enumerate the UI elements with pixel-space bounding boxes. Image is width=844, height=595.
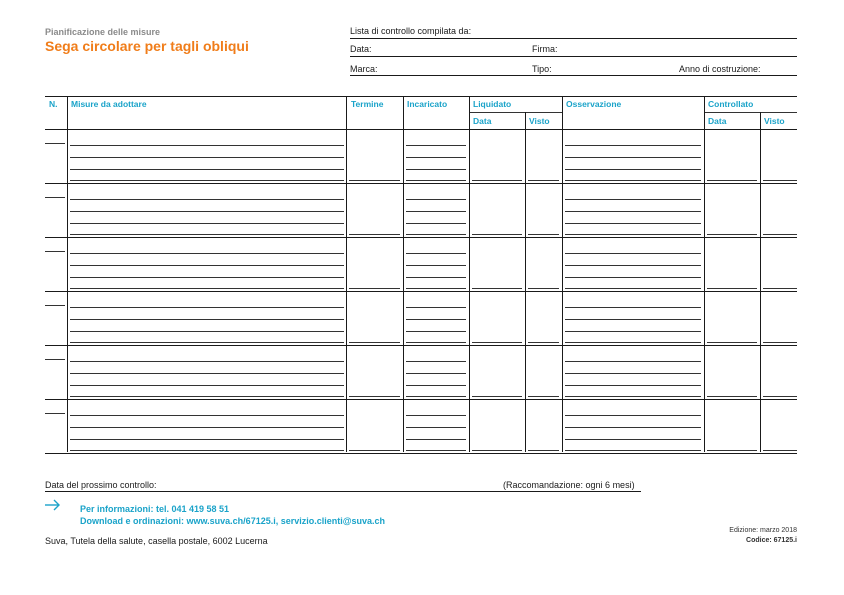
recommendation-note: (Raccomandazione: ogni 6 mesi)	[503, 480, 635, 490]
cell-bottom-line[interactable]	[565, 396, 701, 397]
cell-bottom-line[interactable]	[528, 234, 559, 235]
col-header-deadline: Termine	[351, 99, 384, 109]
col-header-checked: Controllato	[708, 99, 754, 109]
cell-bottom-line[interactable]	[528, 342, 559, 343]
measure-line[interactable]	[70, 199, 344, 200]
observation-line[interactable]	[565, 211, 701, 212]
col-header-measures: Misure da adottare	[71, 99, 147, 109]
cell-bottom-line[interactable]	[70, 396, 344, 397]
cell-bottom-line[interactable]	[565, 288, 701, 289]
assigned-line[interactable]	[406, 277, 466, 278]
col-header-settled-date: Data	[473, 116, 492, 126]
cell-bottom-line[interactable]	[707, 288, 757, 289]
assigned-line[interactable]	[406, 199, 466, 200]
observation-line[interactable]	[565, 223, 701, 224]
cell-bottom-line[interactable]	[406, 288, 466, 289]
assigned-line[interactable]	[406, 211, 466, 212]
cell-bottom-line[interactable]	[528, 396, 559, 397]
cell-bottom-line[interactable]	[472, 234, 522, 235]
cell-bottom-line[interactable]	[349, 450, 400, 451]
observation-line[interactable]	[565, 373, 701, 374]
measure-line[interactable]	[70, 361, 344, 362]
signature-label: Firma:	[532, 44, 558, 54]
cell-bottom-line[interactable]	[763, 342, 797, 343]
cell-bottom-line[interactable]	[707, 450, 757, 451]
cell-bottom-line[interactable]	[349, 288, 400, 289]
assigned-line[interactable]	[406, 253, 466, 254]
cell-bottom-line[interactable]	[763, 450, 797, 451]
observation-line[interactable]	[565, 319, 701, 320]
cell-bottom-line[interactable]	[349, 342, 400, 343]
col-header-settled: Liquidato	[473, 99, 512, 109]
measure-line[interactable]	[70, 253, 344, 254]
col-header-settled-visto: Visto	[529, 116, 550, 126]
row-number-field[interactable]	[45, 143, 65, 144]
row-number-field[interactable]	[45, 251, 65, 252]
table-row	[45, 291, 797, 292]
cell-bottom-line[interactable]	[406, 180, 466, 181]
assigned-line[interactable]	[406, 319, 466, 320]
cell-bottom-line[interactable]	[565, 450, 701, 451]
measure-line[interactable]	[70, 427, 344, 428]
table-row	[45, 183, 797, 184]
settled-subheader-line	[469, 112, 562, 113]
info-download-link[interactable]: Download e ordinazioni: www.suva.ch/67125.i, servizio.clienti@suva.ch	[80, 516, 386, 526]
cell-bottom-line[interactable]	[406, 450, 466, 451]
assigned-line[interactable]	[406, 361, 466, 362]
measure-line[interactable]	[70, 277, 344, 278]
cell-bottom-line[interactable]	[565, 180, 701, 181]
date-label: Data:	[350, 44, 372, 54]
measure-line[interactable]	[70, 265, 344, 266]
measure-line[interactable]	[70, 373, 344, 374]
type-label: Tipo:	[532, 64, 552, 74]
cell-bottom-line[interactable]	[472, 288, 522, 289]
column-separator	[760, 112, 761, 452]
cell-bottom-line[interactable]	[565, 234, 701, 235]
cell-bottom-line[interactable]	[472, 450, 522, 451]
observation-line[interactable]	[565, 439, 701, 440]
assigned-line[interactable]	[406, 415, 466, 416]
cell-bottom-line[interactable]	[763, 396, 797, 397]
year-label: Anno di costruzione:	[679, 64, 761, 74]
assigned-line[interactable]	[406, 373, 466, 374]
measure-line[interactable]	[70, 307, 344, 308]
col-header-n: N.	[49, 99, 58, 109]
cell-bottom-line[interactable]	[70, 234, 344, 235]
observation-line[interactable]	[565, 145, 701, 146]
cell-bottom-line[interactable]	[70, 180, 344, 181]
cell-bottom-line[interactable]	[70, 450, 344, 451]
observation-line[interactable]	[565, 265, 701, 266]
measure-line[interactable]	[70, 439, 344, 440]
measure-line[interactable]	[70, 211, 344, 212]
cell-bottom-line[interactable]	[565, 342, 701, 343]
assigned-line[interactable]	[406, 145, 466, 146]
table-row	[45, 345, 797, 346]
row-number-field[interactable]	[45, 413, 65, 414]
table-row	[45, 399, 797, 400]
cell-bottom-line[interactable]	[707, 180, 757, 181]
cell-bottom-line[interactable]	[472, 396, 522, 397]
measure-line[interactable]	[70, 157, 344, 158]
col-header-observation: Osservazione	[566, 99, 622, 109]
observation-line[interactable]	[565, 361, 701, 362]
cell-bottom-line[interactable]	[707, 342, 757, 343]
table-row	[45, 237, 797, 238]
observation-line[interactable]	[565, 157, 701, 158]
cell-bottom-line[interactable]	[528, 180, 559, 181]
observation-line[interactable]	[565, 415, 701, 416]
cell-bottom-line[interactable]	[70, 342, 344, 343]
observation-line[interactable]	[565, 253, 701, 254]
cell-bottom-line[interactable]	[70, 288, 344, 289]
document-supertitle: Pianificazione delle misure	[45, 27, 161, 37]
table-header-bottom	[45, 129, 797, 130]
code-text: Codice: 67125.i	[746, 537, 797, 544]
measure-line[interactable]	[70, 319, 344, 320]
assigned-line[interactable]	[406, 385, 466, 386]
measure-line[interactable]	[70, 169, 344, 170]
row-number-field[interactable]	[45, 359, 65, 360]
measure-line[interactable]	[70, 223, 344, 224]
measure-line[interactable]	[70, 331, 344, 332]
observation-line[interactable]	[565, 427, 701, 428]
observation-line[interactable]	[565, 169, 701, 170]
assigned-line[interactable]	[406, 427, 466, 428]
cell-bottom-line[interactable]	[349, 396, 400, 397]
observation-line[interactable]	[565, 331, 701, 332]
checked-subheader-line	[704, 112, 797, 113]
cell-bottom-line[interactable]	[406, 342, 466, 343]
cell-bottom-line[interactable]	[707, 396, 757, 397]
cell-bottom-line[interactable]	[707, 234, 757, 235]
assigned-line[interactable]	[406, 157, 466, 158]
cell-bottom-line[interactable]	[349, 180, 400, 181]
edition-text: Edizione: marzo 2018	[729, 527, 797, 534]
cell-bottom-line[interactable]	[406, 234, 466, 235]
compiled-by-label: Lista di controllo compilata da:	[350, 26, 472, 36]
next-check-field[interactable]	[45, 491, 641, 492]
cell-bottom-line[interactable]	[528, 450, 559, 451]
observation-line[interactable]	[565, 307, 701, 308]
info-phone: Per informazioni: tel. 041 419 58 51	[80, 504, 230, 514]
next-check-label: Data del prossimo controllo:	[45, 480, 157, 490]
assigned-line[interactable]	[406, 265, 466, 266]
measure-line[interactable]	[70, 385, 344, 386]
measure-line[interactable]	[70, 145, 344, 146]
cell-bottom-line[interactable]	[406, 396, 466, 397]
assigned-line[interactable]	[406, 331, 466, 332]
row-number-field[interactable]	[45, 197, 65, 198]
brand-label: Marca:	[350, 64, 378, 74]
cell-bottom-line[interactable]	[472, 342, 522, 343]
cell-bottom-line[interactable]	[528, 288, 559, 289]
measure-line[interactable]	[70, 415, 344, 416]
col-header-checked-date: Data	[708, 116, 727, 126]
assigned-line[interactable]	[406, 223, 466, 224]
assigned-line[interactable]	[406, 169, 466, 170]
row-number-field[interactable]	[45, 305, 65, 306]
column-separator	[525, 112, 526, 452]
table-row	[45, 453, 797, 454]
assigned-line[interactable]	[406, 307, 466, 308]
arrow-right-icon	[45, 499, 61, 511]
assigned-line[interactable]	[406, 439, 466, 440]
cell-bottom-line[interactable]	[763, 234, 797, 235]
cell-bottom-line[interactable]	[763, 180, 797, 181]
cell-bottom-line[interactable]	[763, 288, 797, 289]
observation-line[interactable]	[565, 385, 701, 386]
cell-bottom-line[interactable]	[472, 180, 522, 181]
table-top-border	[45, 96, 797, 97]
observation-line[interactable]	[565, 277, 701, 278]
observation-line[interactable]	[565, 199, 701, 200]
col-header-checked-visto: Visto	[764, 116, 785, 126]
col-header-assigned: Incaricato	[407, 99, 448, 109]
document-title: Sega circolare per tagli obliqui	[45, 38, 249, 54]
cell-bottom-line[interactable]	[349, 234, 400, 235]
address-text: Suva, Tutela della salute, casella postale, 6002 Lucerna	[45, 536, 268, 546]
